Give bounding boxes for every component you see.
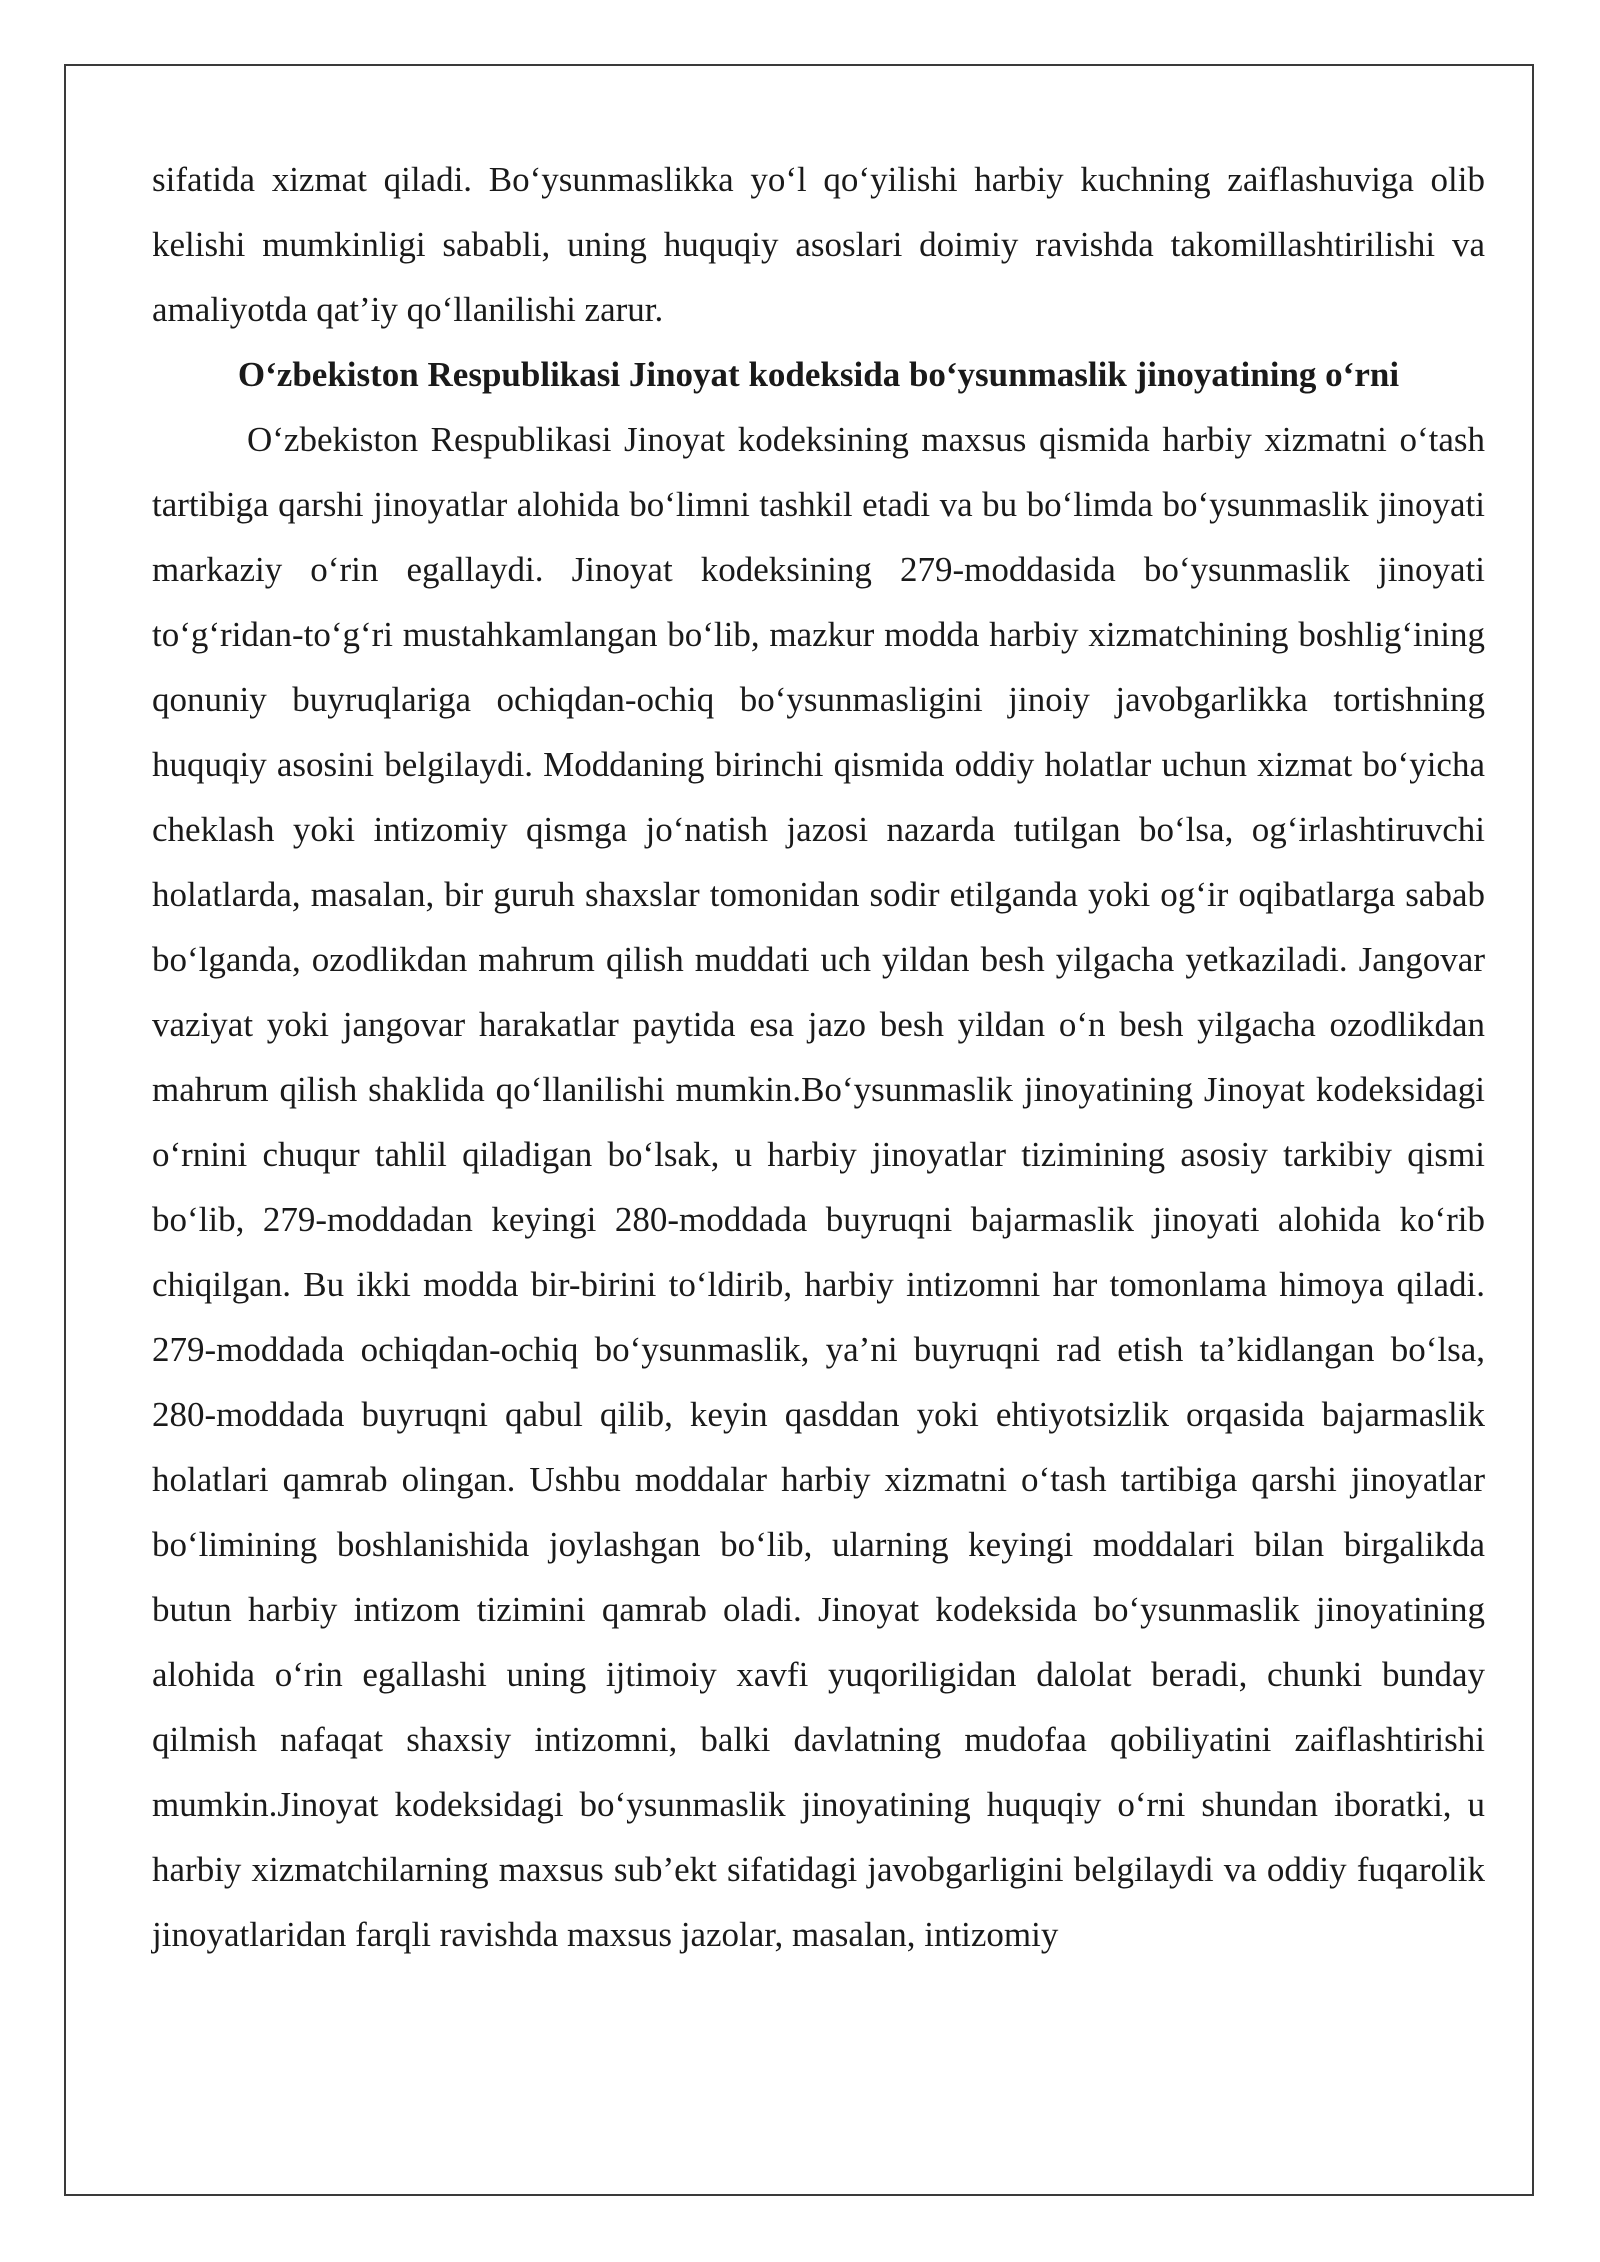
body-paragraph: O‘zbekiston Respublikasi Jinoyat kodeksining maxsus qismida harbiy xizmatni o‘tash tartibiga qarshi jinoyatlar alohida bo‘limni tashkil etadi va bu bo‘limda bo‘ysunmaslik jinoyati markaziy o‘rin egallaydi. Jinoyat kodeksining 279-moddasida bo‘ysunmaslik jinoyati to‘g‘ridan-to‘g‘ri mustahkamlangan bo‘lib, mazkur modda harbiy xizmatchining boshlig‘ining qonuniy buyruqlariga ochiqdan-ochiq bo‘ysunmasligini jinoiy javobgarlikka tortishning huquqiy asosini belgilaydi. Moddaning birinchi qismida oddiy holatlar uchun xizmat bo‘yicha cheklash yoki intizomiy qismga jo‘natish jazosi nazarda tutilgan bo‘lsa, og‘irlashtiruvchi holatlarda, masalan, bir guruh shaxslar tomonidan sodir etilganda yoki og‘ir oqibatlarga sabab bo‘lganda, ozodlikdan mahrum qilish muddati uch yildan besh yilgacha yetkaziladi. Jangovar vaziyat yoki jangovar harakatlar paytida esa jazo besh yildan o‘n besh yilgacha ozodlikdan mahrum qilish shaklida qo‘llanilishi mumkin.Bo‘ysunmaslik jinoyatining Jinoyat kodeksidagi o‘rnini chuqur tahlil qiladigan bo‘lsak, u harbiy jinoyatlar tizimining asosiy tarkibiy qismi bo‘lib, 279-moddadan keyingi 280-moddada buyruqni bajarmaslik jinoyati alohida ko‘rib chiqilgan. Bu ikki modda bir-birini to‘ldirib, harbiy intizomni har tomonlama himoya qiladi. 279-moddada ochiqdan-ochiq bo‘ysunmaslik, ya’ni buyruqni rad etish ta’kidlangan bo‘lsa, 280-moddada buyruqni qabul qilib, keyin qasddan yoki ehtiyotsizlik orqasida bajarmaslik holatlari qamrab olingan. Ushbu moddalar harbiy xizmatni o‘tash tartibiga qarshi jinoyatlar bo‘limining boshlanishida joylashgan bo‘lib, ularning keyingi moddalari bilan birgalikda butun harbiy intizom tizimini qamrab oladi. Jinoyat kodeksida bo‘ysunmaslik jinoyatining alohida o‘rin egallashi uning ijtimoiy xavfi yuqoriligidan dalolat beradi, chunki bunday qilmish nafaqat shaxsiy intizomni, balki davlatning mudofaa qobiliyatini zaiflashtirishi mumkin.Jinoyat kodeksidagi bo‘ysunmaslik jinoyatining huquqiy o‘rni shundan iboratki, u harbiy xizmatchilarning maxsus sub’ekt sifatidagi javobgarligini belgilaydi va oddiy fuqarolik jinoyatlaridan farqli ravishda maxsus jazolar, masalan, intizomiy [152,420,1485,1954]
document-body [152,147,1485,1967]
opening-paragraph: sifatida xizmat qiladi. Bo‘ysunmaslikka yo‘l qo‘yilishi harbiy kuchning zaiflashuviga olib kelishi mumkinligi sababli, uning huquqiy asoslari doimiy ravishda takomillashtirilishi va amaliyotda qat’iy qo‘llanilishi zarur. [152,160,1485,329]
section-heading: O‘zbekiston Respublikasi Jinoyat kodeksida bo‘ysunmaslik jinoyatining o‘rni [237,355,1400,394]
